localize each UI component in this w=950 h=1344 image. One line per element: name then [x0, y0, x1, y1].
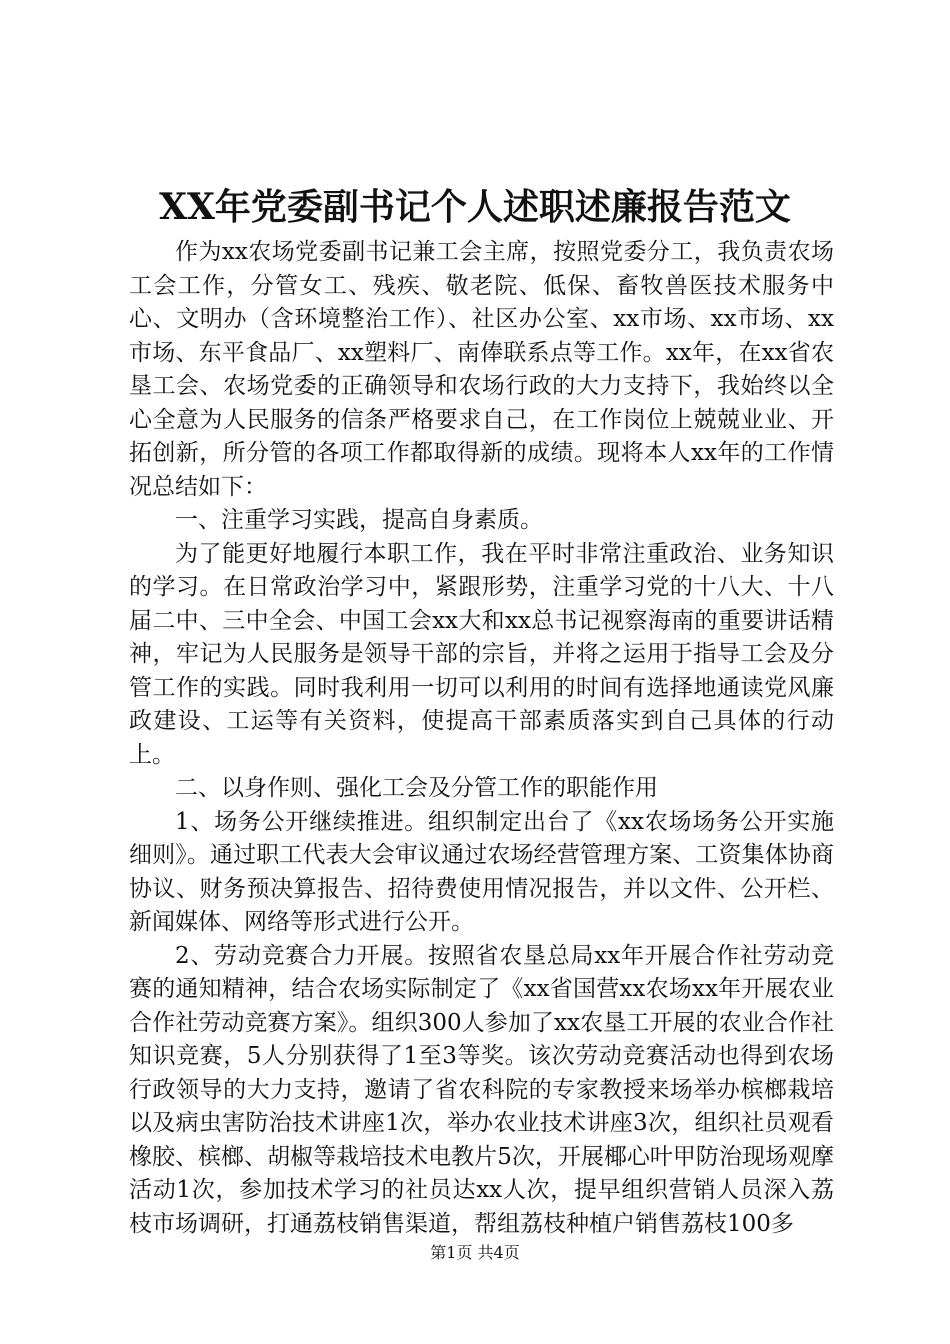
- page-footer: 第1页 共4页: [430, 1243, 520, 1262]
- paragraph-labor-competition: 2、劳动竞赛合力开展。按照省农垦总局xx年开展合作社劳动竞赛的通知精神，结合农场实际制定了《xx省国营xx农场xx年开展农业合作社劳动竞赛方案》。组织300人参加了xx农垦工开展的农业合作社知识竞赛，5人分别获得了1至3等奖。该次劳动竞赛活动也得到农场行政领导的大力支持，邀请了省农科院的专家教授来场举办槟榔栽培以及病虫害防治技术讲座1次，举办农业技术讲座3次，组织社员观看橡胶、槟榔、胡椒等栽培技术电教片5次，开展椰心叶甲防治现场观摩活动1次，参加技术学习的社员达xx人次，提早组织营销人员深入荔枝市场调研，打通荔枝销售渠道，帮组荔枝种植户销售荔枝100多: [129, 942, 834, 1237]
- paragraph-study: 为了能更好地履行本职工作，我在平时非常注重政治、业务知识的学习。在日常政治学习中，紧跟形势，注重学习党的十八大、十八届二中、三中全会、中国工会xx大和xx总书记视察海南的重要讲话精神，牢记为人民服务是领导干部的宗旨，并将之运用于指导工会及分管工作的实践。同时我利用一切可以利用的时间有选择地通读党风廉政建设、工运等有关资料，使提高干部素质落实到自己具体的行动上。: [129, 540, 834, 768]
- section-heading-1: 一、注重学习实践，提高自身素质。: [175, 507, 543, 533]
- document-title: XX年党委副书记个人述职述廉报告范文: [159, 186, 791, 228]
- paragraph-intro: 作为xx农场党委副书记兼工会主席，按照党委分工，我负责农场工会工作，分管女工、残疾、敬老院、低保、畜牧兽医技术服务中心、文明办（含环境整治工作）、社区办公室、xx市场、xx市场、xx市场、东平食品厂、xx塑料厂、南俸联系点等工作。xx年，在xx省农垦工会、农场党委的正确领导和农场行政的大力支持下，我始终以全心全意为人民服务的信条严格要求自己，在工作岗位上兢兢业业、开拓创新，所分管的各项工作都取得新的成绩。现将本人xx年的工作情况总结如下：: [129, 239, 834, 500]
- document-body: [129, 236, 834, 1241]
- section-heading-2: 二、以身作则、强化工会及分管工作的职能作用: [175, 775, 658, 801]
- paragraph-affairs-disclosure: 1、场务公开继续推进。组织制定出台了《xx农场场务公开实施细则》。通过职工代表大会审议通过农场经营管理方案、工资集体协商协议、财务预决算报告、招待费使用情况报告，并以文件、公开栏、新闻媒体、网络等形式进行公开。: [129, 808, 834, 935]
